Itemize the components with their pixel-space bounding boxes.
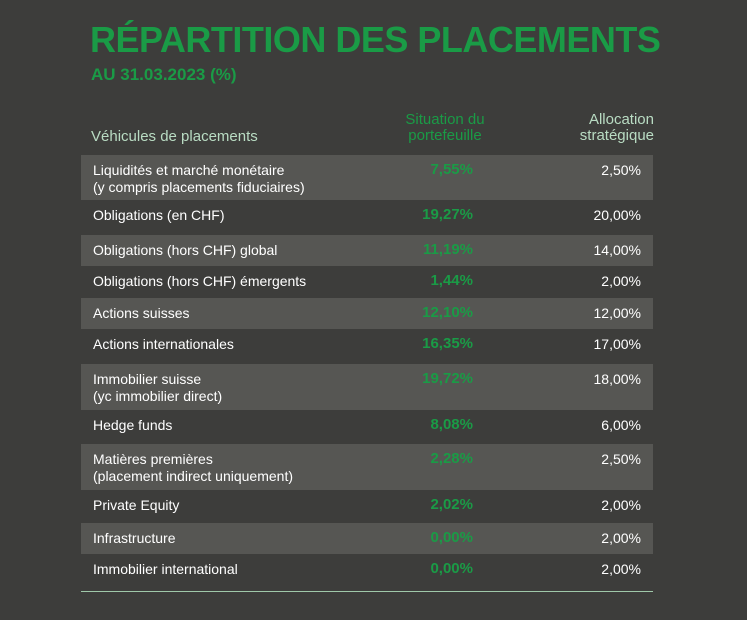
table-row	[81, 298, 653, 329]
column-header-allocation-line1: Allocation	[588, 111, 654, 128]
row-allocation: 18,00%	[593, 371, 641, 387]
row-allocation: 20,00%	[593, 207, 641, 223]
row-situation: 0,00%	[430, 560, 473, 577]
row-situation: 19,27%	[422, 206, 473, 223]
row-label-main: Immobilier international	[93, 561, 238, 577]
page-subtitle: AU 31.03.2023 (%)	[91, 65, 237, 84]
row-situation: 19,72%	[422, 370, 473, 387]
row-label-main: Private Equity	[93, 497, 180, 513]
column-header-allocation-line2: stratégique	[579, 127, 654, 144]
table-row	[81, 490, 653, 523]
row-allocation: 14,00%	[593, 242, 641, 258]
row-allocation: 2,50%	[601, 162, 641, 178]
row-situation: 12,10%	[422, 304, 473, 321]
column-header-situation-line2: portefeuille	[408, 127, 482, 144]
row-label	[93, 162, 305, 196]
row-label	[93, 242, 277, 259]
row-label	[93, 336, 234, 353]
row-situation: 2,02%	[430, 496, 473, 513]
row-situation: 1,44%	[430, 272, 473, 289]
row-label	[93, 451, 293, 485]
row-situation: 0,00%	[430, 529, 473, 546]
table-row	[81, 410, 653, 444]
table-row	[81, 554, 653, 587]
row-label	[93, 305, 189, 322]
table-row	[81, 235, 653, 266]
table-row	[81, 523, 653, 554]
row-allocation: 17,00%	[593, 336, 641, 352]
row-label	[93, 417, 172, 434]
table-row	[81, 155, 653, 200]
row-label	[93, 561, 238, 578]
row-label-main: Liquidités et marché monétaire	[93, 162, 285, 178]
row-label-main: Obligations (hors CHF) émergents	[93, 273, 307, 289]
table-row	[81, 200, 653, 235]
row-label-main: Obligations (hors CHF) global	[93, 242, 278, 258]
row-label	[93, 497, 179, 514]
row-situation: 2,28%	[430, 450, 473, 467]
page-title: RÉPARTITION DES PLACEMENTS	[90, 19, 661, 60]
row-allocation: 2,00%	[601, 530, 641, 546]
allocation-table	[81, 155, 653, 587]
column-header-allocation	[530, 112, 654, 144]
row-label-main: Hedge funds	[93, 417, 173, 433]
row-situation: 16,35%	[422, 335, 473, 352]
row-label-main: Actions internationales	[93, 336, 234, 352]
table-row	[81, 364, 653, 410]
table-row	[81, 329, 653, 364]
row-label-sub: (placement indirect uniquement)	[93, 468, 293, 484]
row-allocation: 2,00%	[601, 497, 641, 513]
row-allocation: 2,50%	[601, 451, 641, 467]
row-situation: 8,08%	[430, 416, 473, 433]
table-row	[81, 444, 653, 490]
table-row	[81, 266, 653, 298]
row-allocation: 6,00%	[601, 417, 641, 433]
row-label-main: Obligations (en CHF)	[93, 207, 225, 223]
row-label-main: Infrastructure	[93, 530, 176, 546]
row-label-main: Immobilier suisse	[93, 371, 202, 387]
row-label-sub: (yc immobilier direct)	[93, 388, 223, 404]
row-label	[93, 273, 306, 290]
row-allocation: 2,00%	[601, 561, 641, 577]
row-situation: 7,55%	[430, 161, 473, 178]
row-label	[93, 530, 175, 547]
column-header-situation	[380, 112, 510, 144]
row-allocation: 12,00%	[593, 305, 641, 321]
row-label-main: Matières premières	[93, 451, 213, 467]
row-allocation: 2,00%	[601, 273, 641, 289]
column-header-vehicle: Véhicules de placements	[91, 128, 258, 145]
column-header-situation-line1: Situation du	[405, 111, 485, 128]
table-bottom-divider	[81, 591, 653, 592]
row-label	[93, 371, 222, 405]
row-label-main: Actions suisses	[93, 305, 190, 321]
row-situation: 11,19%	[422, 241, 473, 258]
row-label-sub: (y compris placements fiduciaires)	[93, 179, 305, 195]
row-label	[93, 207, 225, 224]
